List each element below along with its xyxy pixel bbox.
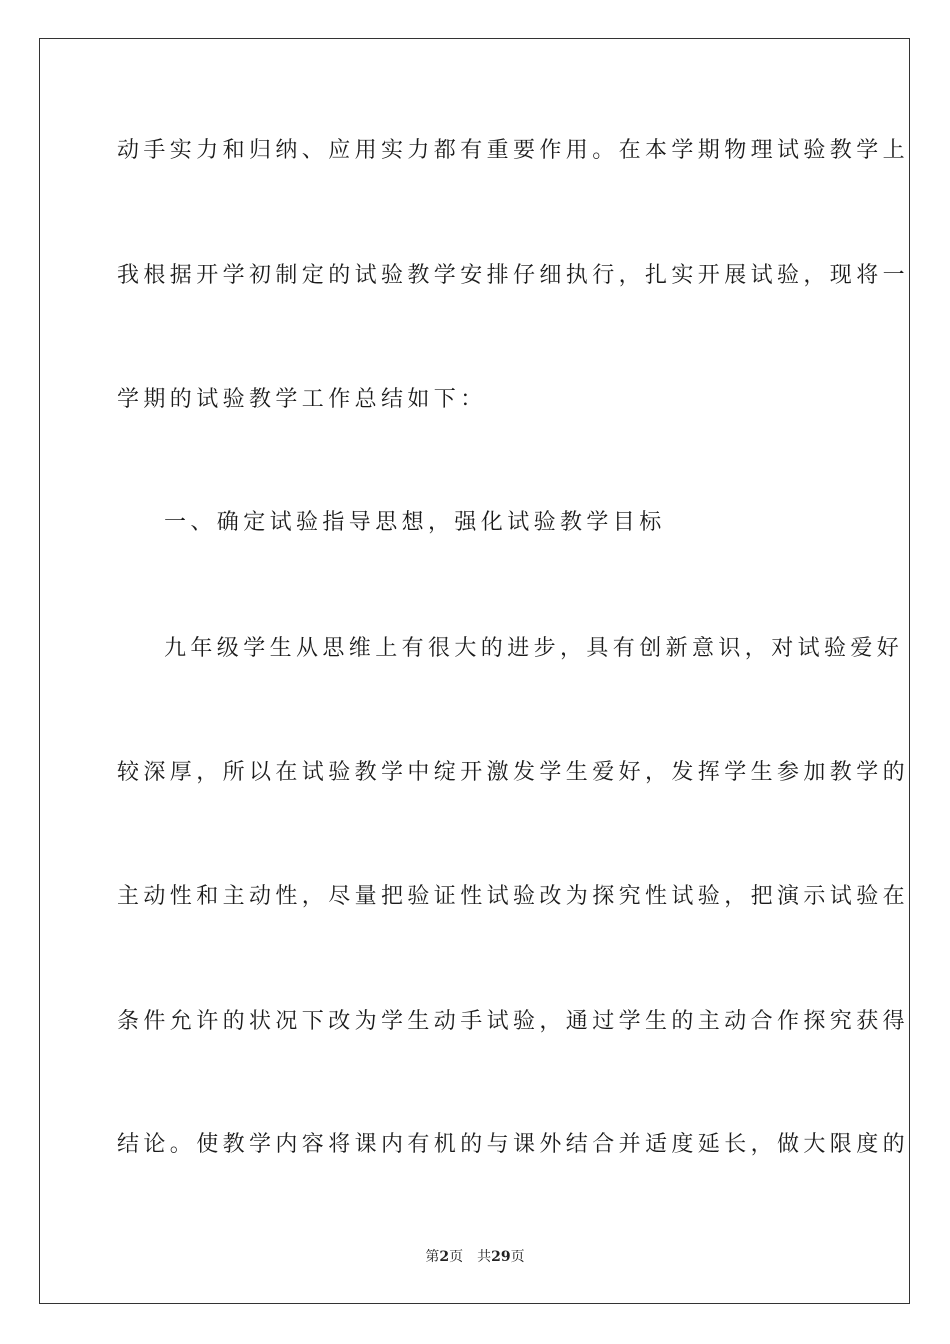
page-footer	[0, 1247, 950, 1267]
paragraph-line-6: 较深厚，所以在试验教学中绽开激发学生爱好，发挥学生参加教学的	[117, 760, 910, 785]
page-total: 29	[491, 1249, 511, 1265]
paragraph-line-3: 学期的试验教学工作总结如下：	[117, 387, 487, 412]
page-frame	[39, 38, 910, 1304]
section-heading: 一、确定试验指导思想，强化试验教学目标	[164, 510, 666, 535]
paragraph-line-7: 主动性和主动性，尽量把验证性试验改为探究性试验，把演示试验在	[117, 884, 910, 909]
page-prefix: 第	[425, 1249, 440, 1265]
paragraph-line-9: 结论。使教学内容将课内有机的与课外结合并适度延长，做大限度的	[117, 1132, 910, 1157]
paragraph-line-5: 九年级学生从思维上有很大的进步，具有创新意识，对试验爱好	[164, 636, 904, 661]
paragraph-line-2: 我根据开学初制定的试验教学安排仔细执行，扎实开展试验，现将一	[117, 263, 910, 288]
paragraph-line-1: 动手实力和归纳、应用实力都有重要作用。在本学期物理试验教学上	[117, 138, 910, 163]
total-suffix: 页	[510, 1249, 525, 1265]
page-current: 2	[439, 1249, 450, 1265]
paragraph-line-8: 条件允许的状况下改为学生动手试验，通过学生的主动合作探究获得	[117, 1009, 910, 1034]
total-prefix: 共	[477, 1249, 492, 1265]
page-suffix: 页	[449, 1249, 464, 1265]
